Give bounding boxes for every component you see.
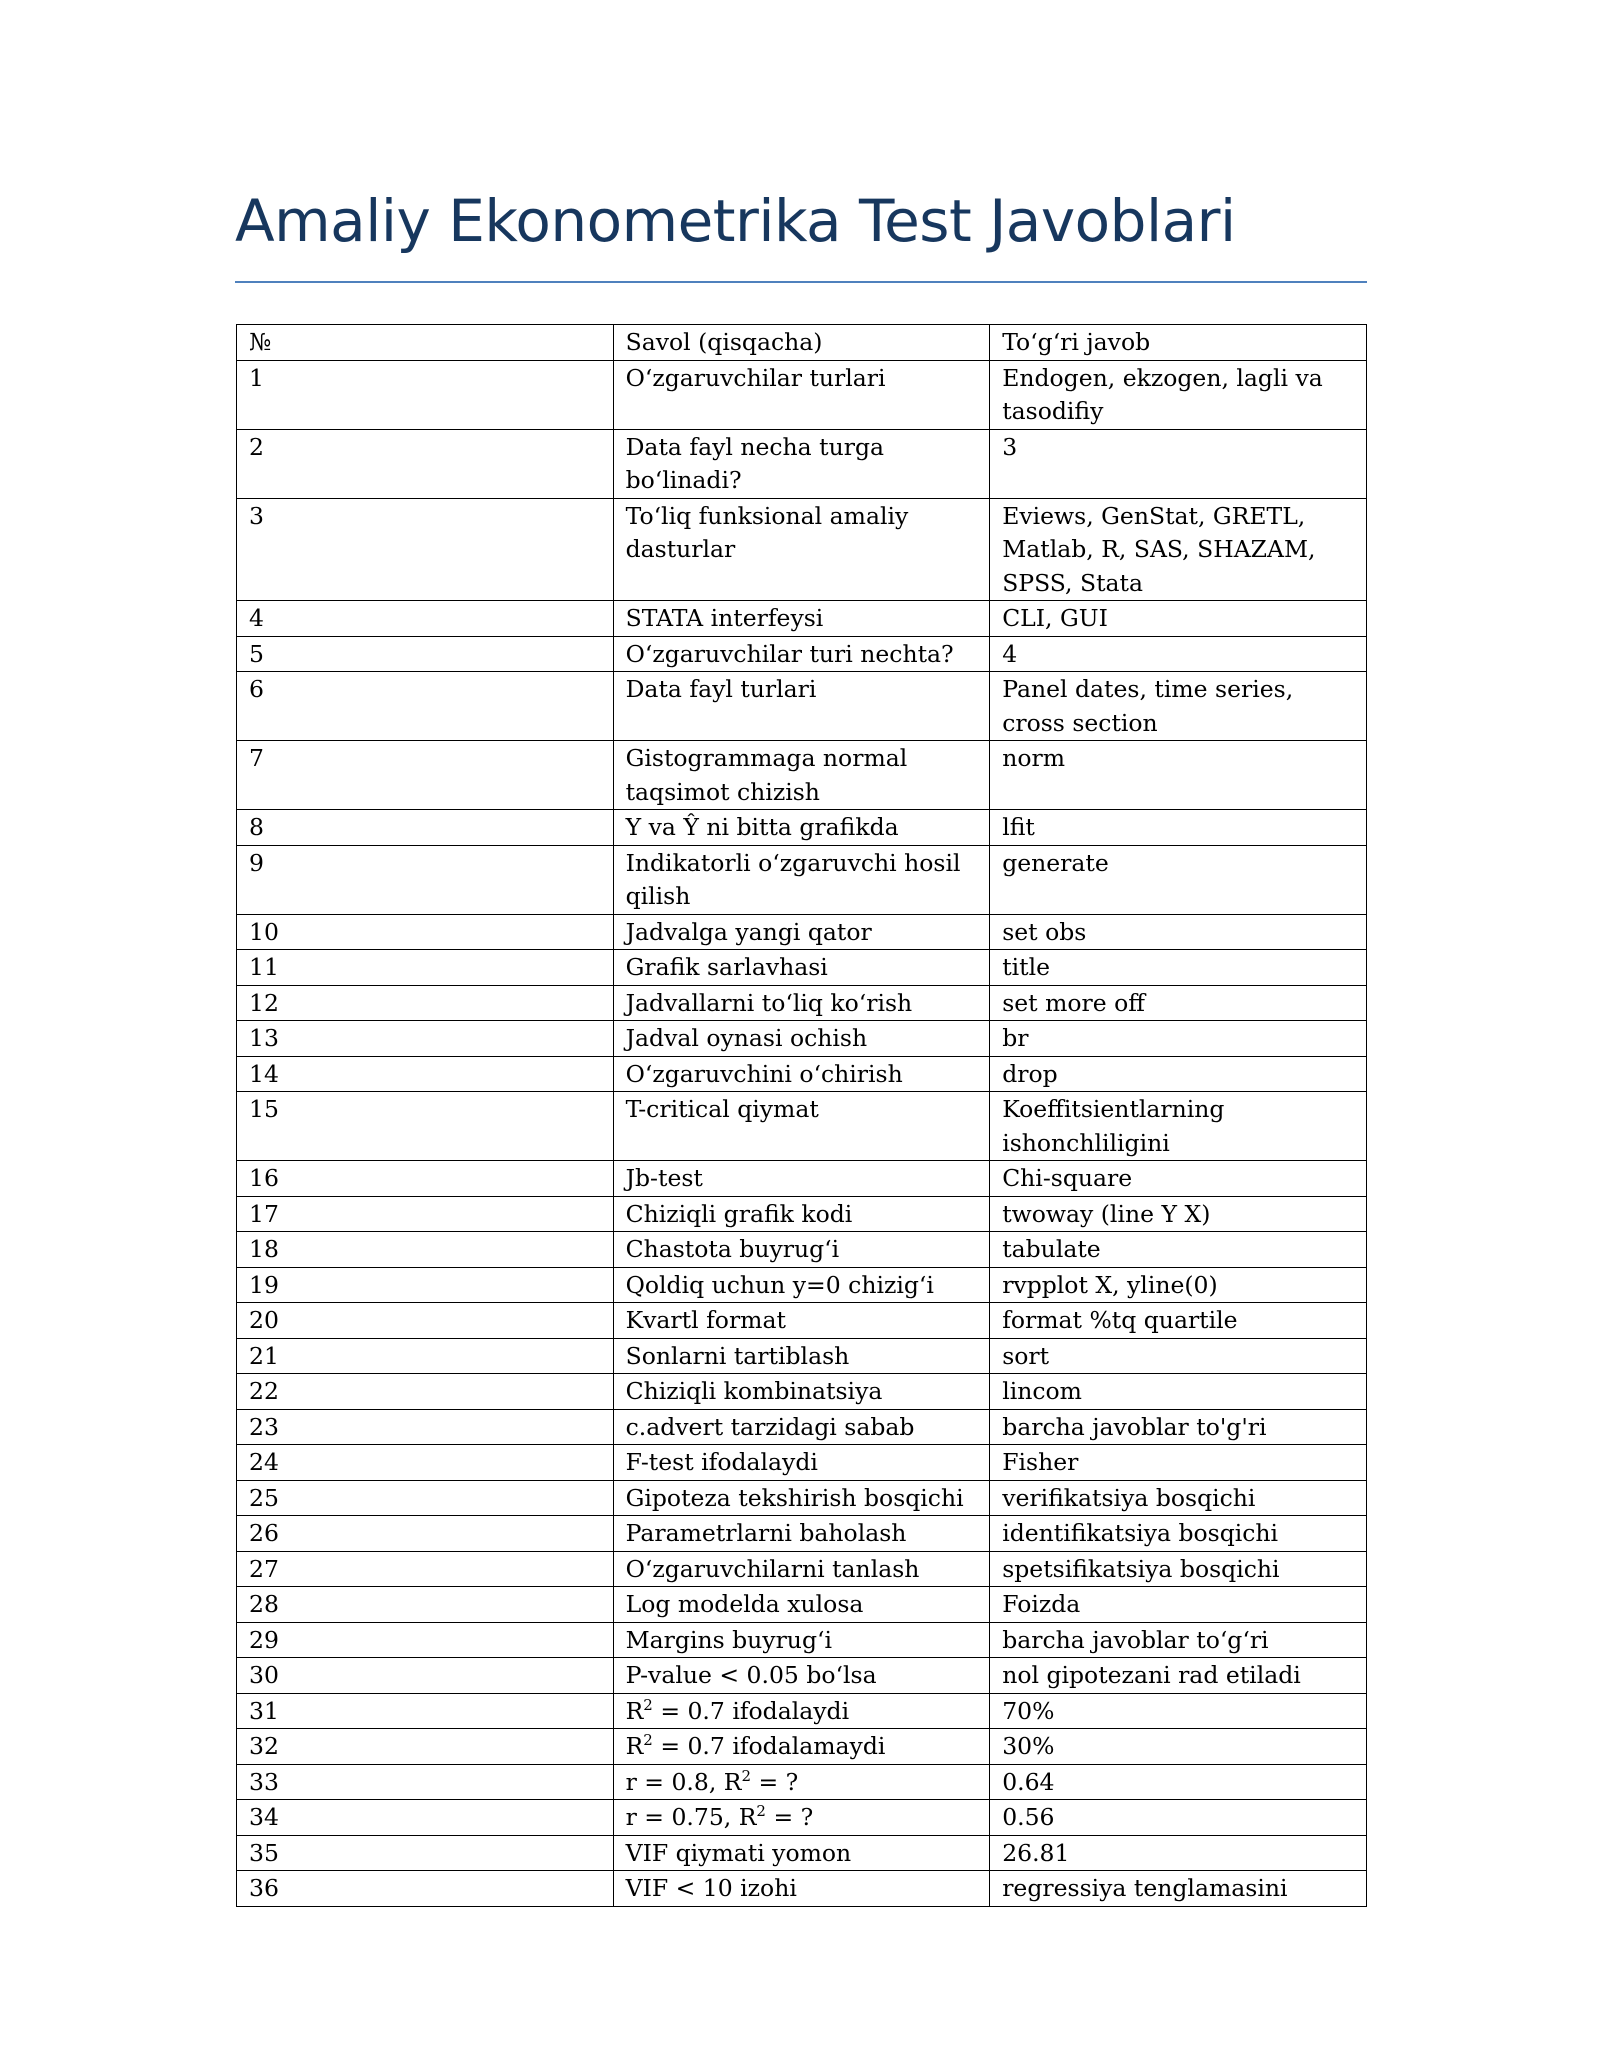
row-question: Kvartl format [613,1303,990,1339]
row-question: Grafik sarlavhasi [613,950,990,986]
row-number: 34 [237,1800,614,1836]
table-row [237,1409,1367,1445]
question-text: r = 0.8, R [625,1767,742,1796]
row-answer: identifikatsiya bosqichi [990,1516,1367,1552]
table-row [237,429,1367,498]
row-number: 24 [237,1445,614,1481]
row-answer: 26.81 [990,1835,1367,1871]
row-question: Qoldiq uchun y=0 chizig‘i [613,1267,990,1303]
table-row [237,1729,1367,1765]
document-title: Amaliy Ekonometrika Test Javoblari [235,187,1236,255]
row-question: F-test ifodalaydi [613,1445,990,1481]
row-question: Gistogrammaga normal taqsimot chizish [613,741,990,810]
table-row [237,1092,1367,1161]
row-number: 21 [237,1338,614,1374]
row-question [613,1764,990,1800]
row-question: Indikatorli o‘zgaruvchi hosil qilish [613,845,990,914]
row-question [613,1729,990,1765]
row-question: Jadvallarni to‘liq ko‘rish [613,985,990,1021]
table-row [237,950,1367,986]
question-text: = 0.7 ifodalamaydi [652,1732,886,1760]
table-row [237,1232,1367,1268]
table-row [237,636,1367,672]
row-question: Data fayl turlari [613,672,990,741]
table-row [237,1021,1367,1057]
row-number: 3 [237,498,614,601]
table-row [237,845,1367,914]
header-number: № [237,325,614,361]
row-answer: norm [990,741,1367,810]
row-answer: regressiya tenglamasini [990,1871,1367,1907]
row-number: 11 [237,950,614,986]
row-number: 4 [237,601,614,637]
row-number: 14 [237,1056,614,1092]
row-question: Jb-test [613,1161,990,1197]
row-number: 31 [237,1693,614,1729]
row-number: 9 [237,845,614,914]
table-header-row [237,325,1367,361]
table-row [237,1303,1367,1339]
row-answer: set more off [990,985,1367,1021]
row-question: Sonlarni tartiblash [613,1338,990,1374]
table-row [237,1551,1367,1587]
row-number: 19 [237,1267,614,1303]
superscript: 2 [643,1695,653,1714]
row-question: Y va Ŷ ni bitta grafikda [613,810,990,846]
row-question: To‘liq funksional amaliy dasturlar [613,498,990,601]
row-question: Jadvalga yangi qator [613,914,990,950]
superscript: 2 [643,1731,653,1749]
row-answer: verifikatsiya bosqichi [990,1480,1367,1516]
title-underline [235,281,1367,283]
table-row [237,1871,1367,1907]
row-number: 29 [237,1622,614,1658]
row-number: 16 [237,1161,614,1197]
row-question: O‘zgaruvchini o‘chirish [613,1056,990,1092]
row-number: 7 [237,741,614,810]
row-answer: twoway (line Y X) [990,1196,1367,1232]
row-answer: drop [990,1056,1367,1092]
row-number: 33 [237,1764,614,1800]
question-text: = ? [751,1767,799,1796]
row-number: 6 [237,672,614,741]
row-number: 23 [237,1409,614,1445]
row-number: 1 [237,360,614,429]
row-number: 36 [237,1871,614,1907]
row-question: STATA interfeysi [613,601,990,637]
header-question: Savol (qisqacha) [613,325,990,361]
table-row [237,1587,1367,1623]
row-answer: barcha javoblar to‘g‘ri [990,1622,1367,1658]
row-question: VIF qiymati yomon [613,1835,990,1871]
table-row [237,1338,1367,1374]
table-row [237,741,1367,810]
table-row [237,1622,1367,1658]
row-answer: Endogen, ekzogen, lagli va tasodifiy [990,360,1367,429]
row-answer: 3 [990,429,1367,498]
table-row [237,1658,1367,1694]
row-question: Jadval oynasi ochish [613,1021,990,1057]
table-row [237,914,1367,950]
superscript: 2 [756,1802,766,1820]
row-number: 26 [237,1516,614,1552]
table-row [237,1693,1367,1729]
row-number: 13 [237,1021,614,1057]
row-number: 25 [237,1480,614,1516]
row-question: Gipoteza tekshirish bosqichi [613,1480,990,1516]
row-number: 30 [237,1658,614,1694]
table-row [237,1835,1367,1871]
row-number: 5 [237,636,614,672]
row-number: 17 [237,1196,614,1232]
answers-table [236,324,1367,1907]
table-row [237,810,1367,846]
row-answer: spetsifikatsiya bosqichi [990,1551,1367,1587]
table-row [237,1480,1367,1516]
row-question: Chiziqli kombinatsiya [613,1374,990,1410]
row-question: Data fayl necha turga bo‘linadi? [613,429,990,498]
row-answer: 0.64 [990,1764,1367,1800]
row-answer: title [990,950,1367,986]
table-body [237,360,1367,1906]
row-question: VIF < 10 izohi [613,1871,990,1907]
row-answer: Foizda [990,1587,1367,1623]
row-question: Chastota buyrug‘i [613,1232,990,1268]
row-question [613,1800,990,1836]
row-question: Margins buyrug‘i [613,1622,990,1658]
table-row [237,672,1367,741]
table-row [237,985,1367,1021]
question-text: = 0.7 ifodalaydi [652,1696,850,1725]
row-number: 28 [237,1587,614,1623]
row-question: Parametrlarni baholash [613,1516,990,1552]
row-question: P-value < 0.05 bo‘lsa [613,1658,990,1694]
row-answer: Fisher [990,1445,1367,1481]
row-answer: 70% [990,1693,1367,1729]
table-row [237,1445,1367,1481]
table-row [237,1516,1367,1552]
row-answer: 30% [990,1729,1367,1765]
row-number: 18 [237,1232,614,1268]
row-number: 20 [237,1303,614,1339]
superscript: 2 [741,1766,752,1785]
row-number: 22 [237,1374,614,1410]
row-answer: tabulate [990,1232,1367,1268]
table-row [237,1196,1367,1232]
row-answer: Eviews, GenStat, GRETL, Matlab, R, SAS, SHAZAM, SPSS, Stata [990,498,1367,601]
row-number: 12 [237,985,614,1021]
row-answer: generate [990,845,1367,914]
row-answer: Koeffitsientlarning ishonchliligini [990,1092,1367,1161]
row-answer: lfit [990,810,1367,846]
table-row [237,360,1367,429]
question-text: R [625,1732,644,1760]
row-question: O‘zgaruvchilar turi nechta? [613,636,990,672]
row-answer: sort [990,1338,1367,1374]
table-row [237,1764,1367,1800]
row-answer: Chi-square [990,1161,1367,1197]
table-row [237,1374,1367,1410]
row-answer: nol gipotezani rad etiladi [990,1658,1367,1694]
row-number: 35 [237,1835,614,1871]
row-number: 8 [237,810,614,846]
question-text: r = 0.75, R [625,1803,757,1831]
row-answer: lincom [990,1374,1367,1410]
row-answer: format %tq quartile [990,1303,1367,1339]
row-number: 2 [237,429,614,498]
row-question: O‘zgaruvchilarni tanlash [613,1551,990,1587]
table-row [237,1161,1367,1197]
table-row [237,1056,1367,1092]
row-answer: barcha javoblar to'g'ri [990,1409,1367,1445]
row-answer: CLI, GUI [990,601,1367,637]
row-question: Log modelda xulosa [613,1587,990,1623]
row-question: T-critical qiymat [613,1092,990,1161]
question-text: = ? [765,1803,814,1831]
table-row [237,498,1367,601]
table-row [237,601,1367,637]
header-answer: To‘g‘ri javob [990,325,1367,361]
row-question [613,1693,990,1729]
table-row [237,1800,1367,1836]
row-answer: set obs [990,914,1367,950]
row-number: 10 [237,914,614,950]
row-number: 15 [237,1092,614,1161]
row-answer: Panel dates, time series, cross section [990,672,1367,741]
row-answer: br [990,1021,1367,1057]
row-question: O‘zgaruvchilar turlari [613,360,990,429]
table-row [237,1267,1367,1303]
row-answer: rvpplot X, yline(0) [990,1267,1367,1303]
row-question: c.advert tarzidagi sabab [613,1409,990,1445]
row-answer: 0.56 [990,1800,1367,1836]
row-number: 27 [237,1551,614,1587]
row-answer: 4 [990,636,1367,672]
row-question: Chiziqli grafik kodi [613,1196,990,1232]
row-number: 32 [237,1729,614,1765]
question-text: R [625,1696,644,1725]
